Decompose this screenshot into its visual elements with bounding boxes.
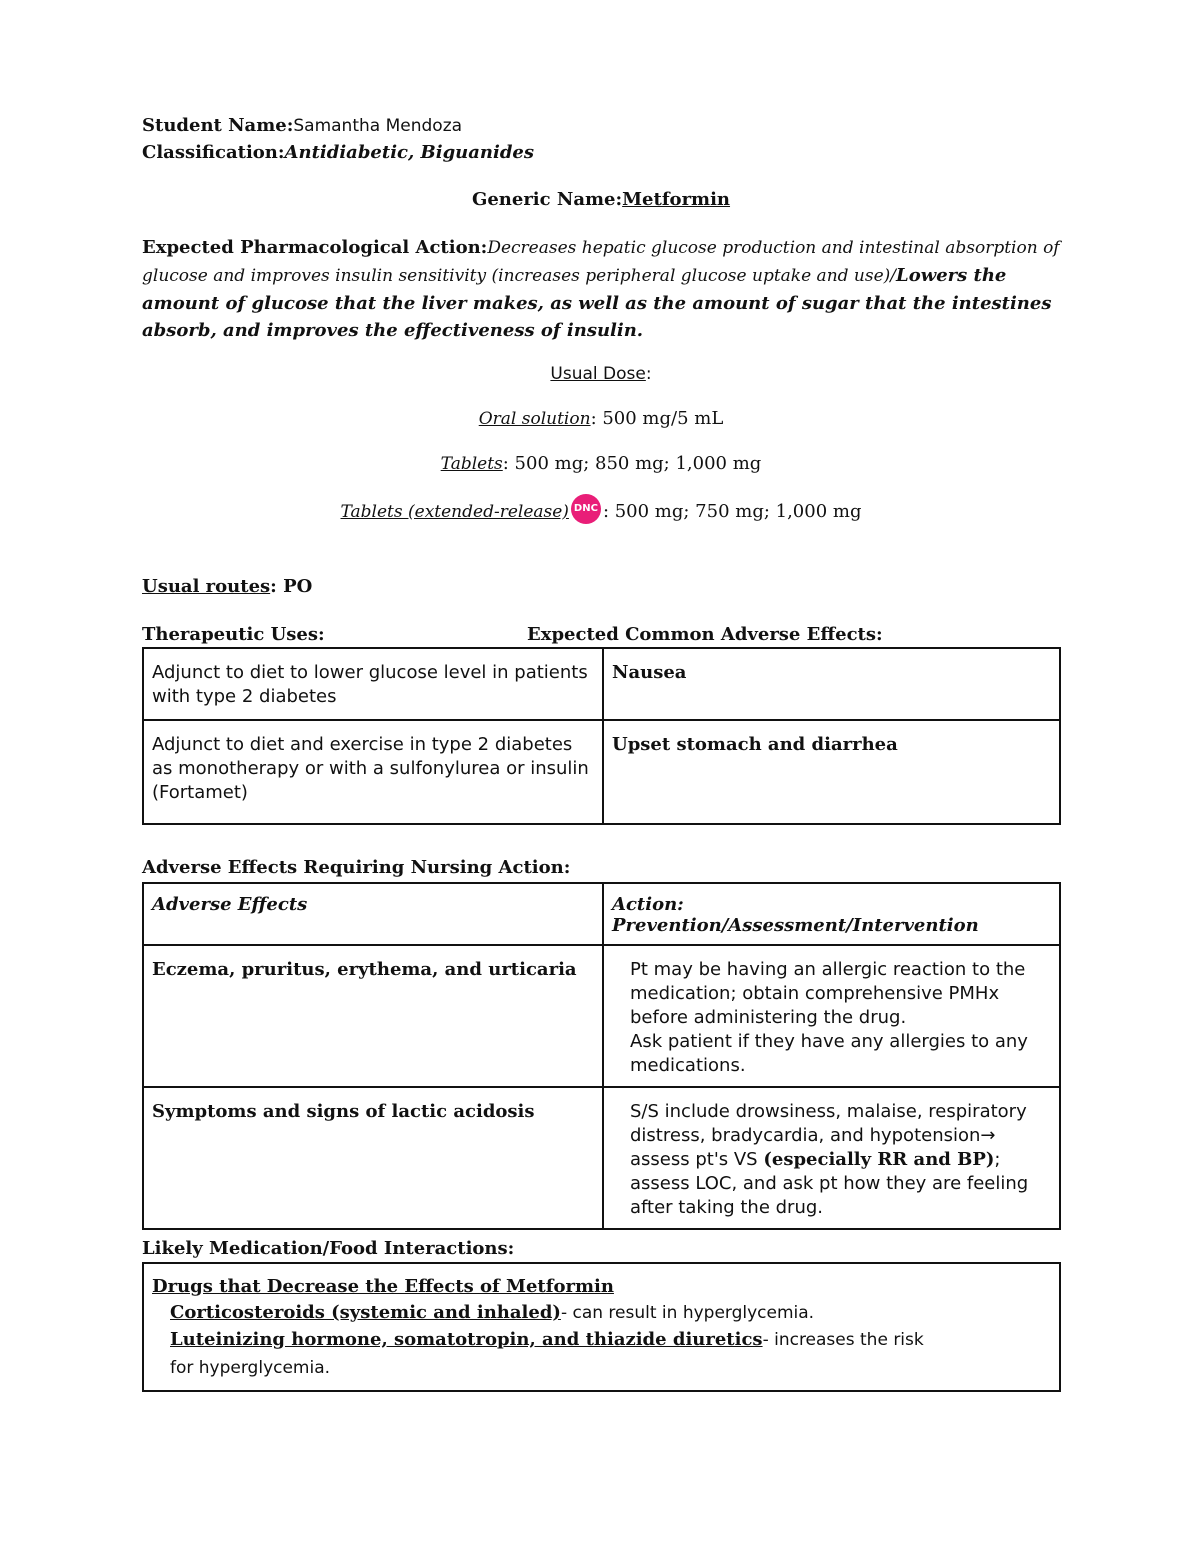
interaction-item [152, 1300, 1049, 1326]
tablets-line [142, 450, 1060, 478]
tablets-er-line [142, 494, 1060, 526]
tablets-er-value: : 500 mg; 750 mg; 1,000 mg [602, 501, 862, 522]
interaction-item-text: - can result in hyperglycemia. [560, 1303, 815, 1323]
effect-cell: Symptoms and signs of lactic acidosis [143, 1087, 603, 1229]
interactions-box-title: Drugs that Decrease the Effects of Metformin [152, 1276, 614, 1297]
action-text-bold: (especially RR and BP) [763, 1149, 995, 1170]
adverse-effects-heading: Expected Common Adverse Effects: [527, 624, 883, 645]
table-row [143, 648, 1060, 720]
generic-name-line [142, 186, 1060, 213]
tablets-value: : 500 mg; 850 mg; 1,000 mg [502, 453, 762, 474]
action-cell [603, 1087, 1060, 1229]
nursing-table [142, 882, 1061, 1230]
interactions-heading: Likely Medication/Food Interactions: [142, 1238, 515, 1259]
student-name-label: Student Name: [142, 115, 294, 136]
oral-solution-value: : 500 mg/5 mL [590, 408, 724, 429]
table-row [143, 720, 1060, 824]
classification-value: Antidiabetic, Biguanides [284, 142, 535, 163]
student-name-line [142, 112, 462, 140]
action-cell [603, 945, 1060, 1087]
usual-dose-heading [142, 361, 1060, 388]
student-name-value: Samantha Mendoza [293, 116, 463, 136]
adverse-effects-col-header: Adverse Effects [143, 883, 603, 945]
action-italic-text: Decreases hepatic glucose production and intestinal absorption of glucose and improves insulin sensitivity (increases peripheral glucose uptake and use)/ [142, 238, 1060, 286]
use-cell: Adjunct to diet to lower glucose level in patients with type 2 diabetes [143, 648, 603, 720]
usual-routes-value: : PO [270, 576, 313, 597]
classification-label: Classification: [142, 142, 285, 163]
uses-table [142, 647, 1061, 825]
generic-name-label: Generic Name: [471, 189, 623, 210]
action-col-header: Action: Prevention/Assessment/Intervention [603, 883, 1060, 945]
classification-line [142, 139, 534, 166]
pharmacological-action [142, 234, 1072, 344]
effect-cell: Eczema, pruritus, erythema, and urticaria [143, 945, 603, 1087]
interaction-item [152, 1326, 950, 1382]
action-label: Expected Pharmacological Action: [142, 237, 488, 258]
usual-dose-label: Usual Dose [550, 364, 646, 384]
action-text: S/S include drowsiness, malaise, respiratory distress, bradycardia, and hypotension→ assess pt's VS [630, 1101, 1027, 1170]
interaction-item-label: Corticosteroids (systemic and inhaled) [170, 1302, 561, 1323]
interactions-box [142, 1262, 1061, 1392]
oral-solution-line [142, 405, 1060, 433]
interaction-item-text: - increases the risk for hyperglycemia. [170, 1330, 924, 1378]
nursing-action-heading: Adverse Effects Requiring Nursing Action: [142, 857, 571, 878]
action-bold-text: Lowers the amount of glucose that the liver makes, as well as the amount of sugar that the intestines absorb, and improves the effectiveness of insulin. [142, 265, 1052, 341]
dnc-badge-icon: DNC [571, 494, 601, 524]
table-row [143, 1087, 1060, 1229]
use-cell: Adjunct to diet and exercise in type 2 diabetes as monotherapy or with a sulfonylurea or insulin (Fortamet) [143, 720, 603, 824]
generic-name-value: Metformin [622, 189, 731, 210]
table-row [143, 883, 1060, 945]
oral-solution-label: Oral solution [478, 409, 591, 429]
interaction-item-label: Luteinizing hormone, somatotropin, and thiazide diuretics [170, 1329, 763, 1350]
usual-dose-suffix: : [645, 364, 652, 384]
effect-cell: Nausea [603, 648, 1060, 720]
usual-routes-label: Usual routes [142, 576, 271, 597]
effect-cell: Upset stomach and diarrhea [603, 720, 1060, 824]
table-row [143, 945, 1060, 1087]
usual-routes-line [142, 573, 312, 600]
therapeutic-uses-heading: Therapeutic Uses: [142, 624, 325, 645]
action-text: Pt may be having an allergic reaction to the medication; obtain comprehensive PMHx before administering the drug. [630, 959, 1026, 1028]
action-text: ; assess LOC, and ask pt how they are feeling after taking the drug. [630, 1149, 1029, 1218]
tablets-label: Tablets [440, 454, 503, 474]
tablets-er-label: Tablets (extended-release) [340, 502, 569, 522]
action-text: Ask patient if they have any allergies to any medications. [630, 1031, 1028, 1076]
